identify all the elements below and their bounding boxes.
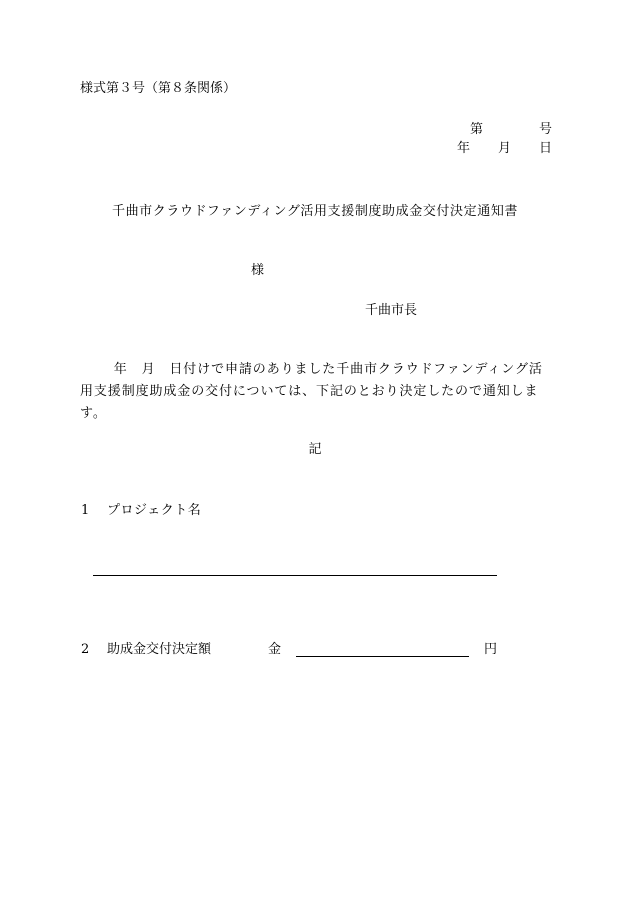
addressee-honorific: 様	[251, 263, 265, 278]
amount-unit: 円	[484, 642, 498, 657]
item-label: 助成金交付決定額	[107, 642, 212, 657]
document-title: 千曲市クラウドファンディング活用支援制度助成金交付決定通知書	[111, 204, 519, 219]
item-grant-amount	[81, 642, 211, 658]
date-line	[457, 141, 552, 157]
project-name-underline	[93, 575, 497, 576]
date-day: 日	[538, 141, 552, 156]
item-number: 2	[81, 642, 90, 657]
document-number-suffix: 号	[538, 122, 552, 137]
amount-prefix: 金	[268, 642, 282, 657]
document-number-prefix: 第	[470, 122, 484, 137]
ki-heading: 記	[308, 442, 322, 457]
issuer: 千曲市長	[365, 303, 418, 318]
item-number: 1	[81, 503, 90, 518]
document-number-line	[470, 122, 552, 138]
item-project-name	[81, 503, 201, 519]
item-label: プロジェクト名	[107, 503, 202, 518]
amount-underline	[296, 656, 469, 657]
form-label: 様式第３号（第８条関係）	[80, 81, 237, 96]
date-year: 年	[457, 141, 471, 156]
body-paragraph: 年 月 日付けで申請のありました千曲市クラウドファンディング活用支援制度助成金の交付については、下記のとおり決定したので通知します。	[80, 362, 543, 421]
date-month: 月	[497, 141, 511, 156]
